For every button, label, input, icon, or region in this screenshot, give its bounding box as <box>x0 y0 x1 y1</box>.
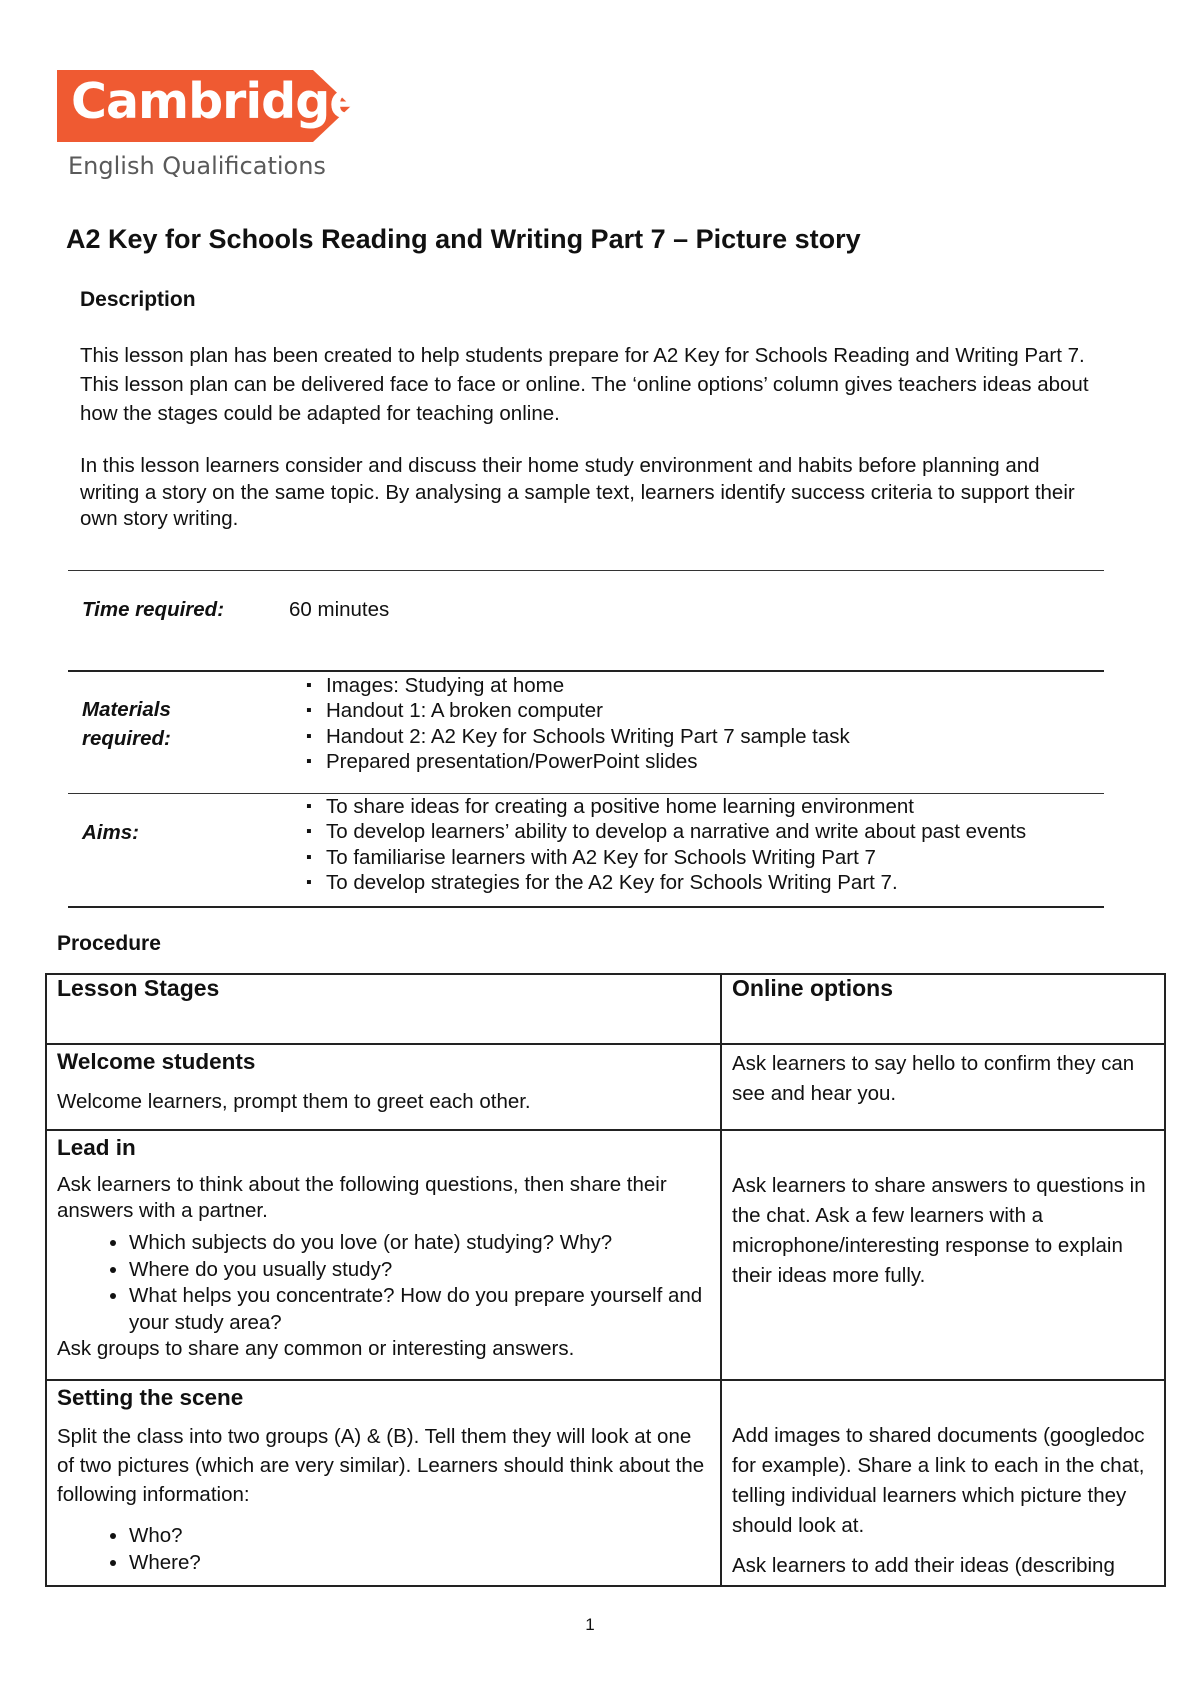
cambridge-logo <box>57 70 362 147</box>
page-number: 1 <box>585 1615 595 1634</box>
question-list <box>57 1523 710 1576</box>
stage-cell <box>46 1130 721 1380</box>
online-cell <box>721 1044 1165 1130</box>
description-paragraph-2: In this lesson learners consider and discuss their home study environment and habits before planning and writing a story on the same topic. By analysing a sample text, learners identify success criteria to support their own story writing. <box>80 454 1075 530</box>
time-label: Time required: <box>82 598 225 621</box>
stage-cell <box>46 1380 721 1586</box>
stage-text: Welcome learners, prompt them to greet each other. <box>57 1090 531 1113</box>
list-item: • Who? <box>129 1523 710 1550</box>
stage-text: Ask learners to think about the following questions, then share their answers with a partner. <box>57 1173 667 1222</box>
table-row <box>46 1380 1165 1586</box>
online-text: Ask learners to say hello to confirm they can see and hear you. <box>732 1052 1135 1105</box>
stage-title: Welcome students <box>57 1049 256 1074</box>
list-item: ▪ To share ideas for creating a positive home learning environment <box>304 794 1026 819</box>
column-header: Online options <box>721 974 1165 1044</box>
list-item: • Where? <box>129 1550 710 1577</box>
list-item: • What helps you concentrate? How do you prepare yourself and your study area? <box>129 1283 710 1336</box>
list-item: ▪ Prepared presentation/PowerPoint slides <box>304 749 850 774</box>
online-text: Ask learners to add their ideas (describing <box>732 1554 1115 1577</box>
list-item: • Which subjects do you love (or hate) studying? Why? <box>129 1230 710 1257</box>
time-value: 60 minutes <box>289 598 390 621</box>
materials-list <box>304 673 850 774</box>
stage-cell <box>46 1044 721 1130</box>
logo-subtitle: English Qualifications <box>68 152 326 180</box>
aims-list <box>304 794 1026 895</box>
logo-text: Cambridge <box>71 73 362 130</box>
question-list <box>57 1230 710 1336</box>
list-item: • Where do you usually study? <box>129 1257 710 1284</box>
list-item: ▪ Images: Studying at home <box>304 673 850 698</box>
stage-text: Ask groups to share any common or interesting answers. <box>57 1337 575 1360</box>
list-item: ▪ To develop strategies for the A2 Key for Schools Writing Part 7. <box>304 870 1026 895</box>
table-header-row <box>46 974 1165 1044</box>
procedure-heading: Procedure <box>57 932 161 955</box>
divider <box>68 670 1104 672</box>
list-item: ▪ To develop learners’ ability to develop a narrative and write about past events <box>304 819 1026 844</box>
list-item: ▪ To familiarise learners with A2 Key for Schools Writing Part 7 <box>304 845 1026 870</box>
divider <box>68 906 1104 908</box>
online-text: Ask learners to share answers to questions in the chat. Ask a few learners with a microphone/interesting response to explain their ideas more fully. <box>732 1174 1146 1287</box>
table-row <box>46 1044 1165 1130</box>
online-cell <box>721 1130 1165 1380</box>
procedure-table <box>45 973 1166 1587</box>
online-cell <box>721 1380 1165 1586</box>
description-paragraph-1: This lesson plan has been created to help students prepare for A2 Key for Schools Reading and Writing Part 7. This lesson plan can be delivered face to face or online. The ‘online options’ column gives teachers ideas about how the stages could be adapted for teaching online. <box>80 344 1089 425</box>
stage-title: Setting the scene <box>57 1385 244 1410</box>
online-text: Add images to shared documents (googledoc for example). Share a link to each in the chat, telling individual learners which picture they should look at. <box>732 1424 1145 1537</box>
description-heading: Description <box>80 288 196 311</box>
stage-text: Split the class into two groups (A) & (B). Tell them they will look at one of two pictures (which are very similar). Learners should think about the following information: <box>57 1425 705 1506</box>
aims-label: Aims: <box>82 821 139 844</box>
page-title: A2 Key for Schools Reading and Writing Part 7 – Picture story <box>66 224 861 254</box>
table-row <box>46 1130 1165 1380</box>
column-header: Lesson Stages <box>46 974 721 1044</box>
materials-label: Materials required: <box>82 698 171 750</box>
list-item: ▪ Handout 2: A2 Key for Schools Writing Part 7 sample task <box>304 724 850 749</box>
divider <box>68 570 1104 571</box>
stage-title: Lead in <box>57 1135 136 1160</box>
list-item: ▪ Handout 1: A broken computer <box>304 698 850 723</box>
